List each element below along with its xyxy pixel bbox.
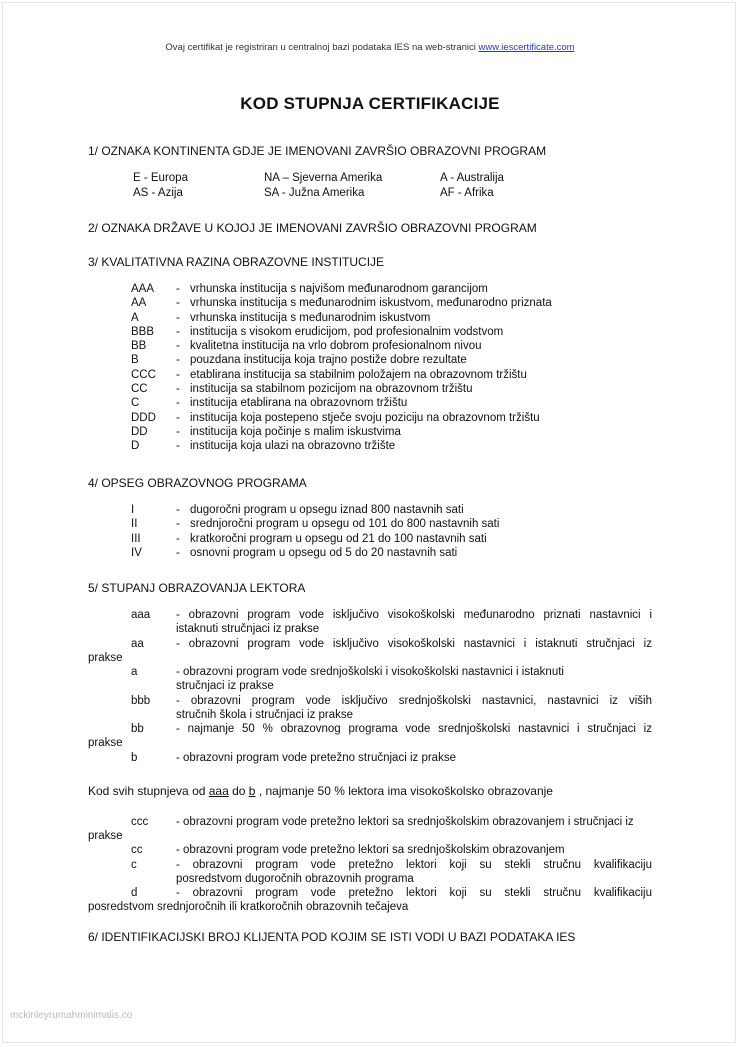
continent-africa: AF - Afrika (440, 187, 494, 199)
section-2-heading: 2/ OZNAKA DRŽAVE U KOJOJ JE IMENOVANI ZAVRŠIO OBRAZOVNI PROGRAM (88, 221, 537, 235)
section-4-heading: 4/ OPSEG OBRAZOVNOG PROGRAMA (88, 476, 307, 490)
lector-d-line2: posredstvom srednjoročnih ili kratkoročnih obrazovnih tečajeva (88, 901, 409, 913)
lector-code-aa: aa (131, 638, 144, 650)
lector-bbb-line1: - obrazovni program vode isključivo srednjoškolski nastavnici, nastavnici iz viših (176, 695, 652, 707)
lector-note: Kod svih stupnjeva od aaa do b , najmanje 50 % lektora ima visokoškolsko obrazovanje (88, 784, 553, 798)
lector-d-line1: - obrazovni program vode pretežno lektori koji su stekli stručnu kvalifikaciju (176, 887, 652, 899)
lector-c-line2: posredstvom dugoročnih obrazovnih programa (176, 873, 414, 885)
lector-aa-line1: - obrazovni program vode isključivo visokoškolski nastavnici i istaknuti stručnjaci iz (176, 638, 652, 650)
lector-code-bbb: bbb (131, 695, 151, 707)
lector-a-line1: - obrazovni program vode srednjoškolski i visokoškolski nastavnici i istaknuti (176, 666, 564, 678)
continent-asia: AS - Azija (133, 187, 183, 199)
lector-code-cc: cc (131, 844, 143, 856)
lector-bb-line2: prakse (88, 737, 123, 749)
lector-code-bb: bb (131, 723, 144, 735)
lector-bbb-line2: stručnih škola i stručnjaci iz prakse (176, 709, 354, 721)
watermark: mckinleyrumahminimalis.co (10, 1010, 133, 1021)
section-1-heading: 1/ OZNAKA KONTINENTA GDJE JE IMENOVANI ZAVRŠIO OBRAZOVNI PROGRAM (88, 144, 547, 158)
lector-code-ccc: ccc (131, 816, 149, 828)
lector-c-line1: - obrazovni program vode pretežno lektori koji su stekli stručnu kvalifikaciju (176, 859, 652, 871)
continent-europe: E - Europa (133, 172, 188, 184)
section-6-heading: 6/ IDENTIFIKACIJSKI BROJ KLIJENTA POD KOJIM SE ISTI VODI U BAZI PODATAKA IES (88, 930, 576, 944)
section-3-heading: 3/ KVALITATIVNA RAZINA OBRAZOVNE INSTITUCIJE (88, 255, 385, 269)
continent-australia: A - Australija (440, 172, 504, 184)
lector-aa-line2: prakse (88, 652, 123, 664)
document-title: KOD STUPNJA CERTIFIKACIJE (240, 94, 500, 113)
lector-b-line1: - obrazovni program vode pretežno stručnjaci iz prakse (176, 752, 456, 764)
website-link[interactable]: www.iescertificate.com (478, 42, 575, 53)
lector-bb-line1: - najmanje 50 % obrazovnog programa vode srednjoškolski nastavnici i stručnjaci iz (176, 723, 652, 735)
lector-cc-line1: - obrazovni program vode pretežno lektori sa srednjoškolskim obrazovanjem (176, 844, 565, 856)
lector-ccc-line1: - obrazovni program vode pretežno lektori sa srednjoškolskim obrazovanjem i stručnjaci iz (176, 816, 634, 828)
continent-south-america: SA - Južna Amerika (264, 187, 365, 199)
lector-code-d: d (131, 887, 138, 899)
lector-code-a: a (131, 666, 138, 678)
section-5-heading: 5/ STUPANJ OBRAZOVANJA LEKTORA (88, 581, 306, 595)
lector-aaa-line2: istaknuti stručnjaci iz prakse (176, 623, 320, 635)
continent-north-america: NA – Sjeverna Amerika (264, 172, 383, 184)
lector-code-aaa: aaa (131, 609, 151, 621)
lector-aaa-line1: - obrazovni program vode isključivo visokoškolski međunarodno priznati nastavnici i (176, 609, 652, 621)
header-note (0, 42, 740, 53)
lector-ccc-line2: prakse (88, 830, 123, 842)
lector-code-c: c (131, 859, 137, 871)
lector-a-line2: stručnjaci iz prakse (176, 680, 274, 692)
header-note-text: Ovaj certifikat je registriran u centralnoj bazi podataka IES na web-stranici (165, 42, 476, 53)
lector-code-b: b (131, 752, 138, 764)
